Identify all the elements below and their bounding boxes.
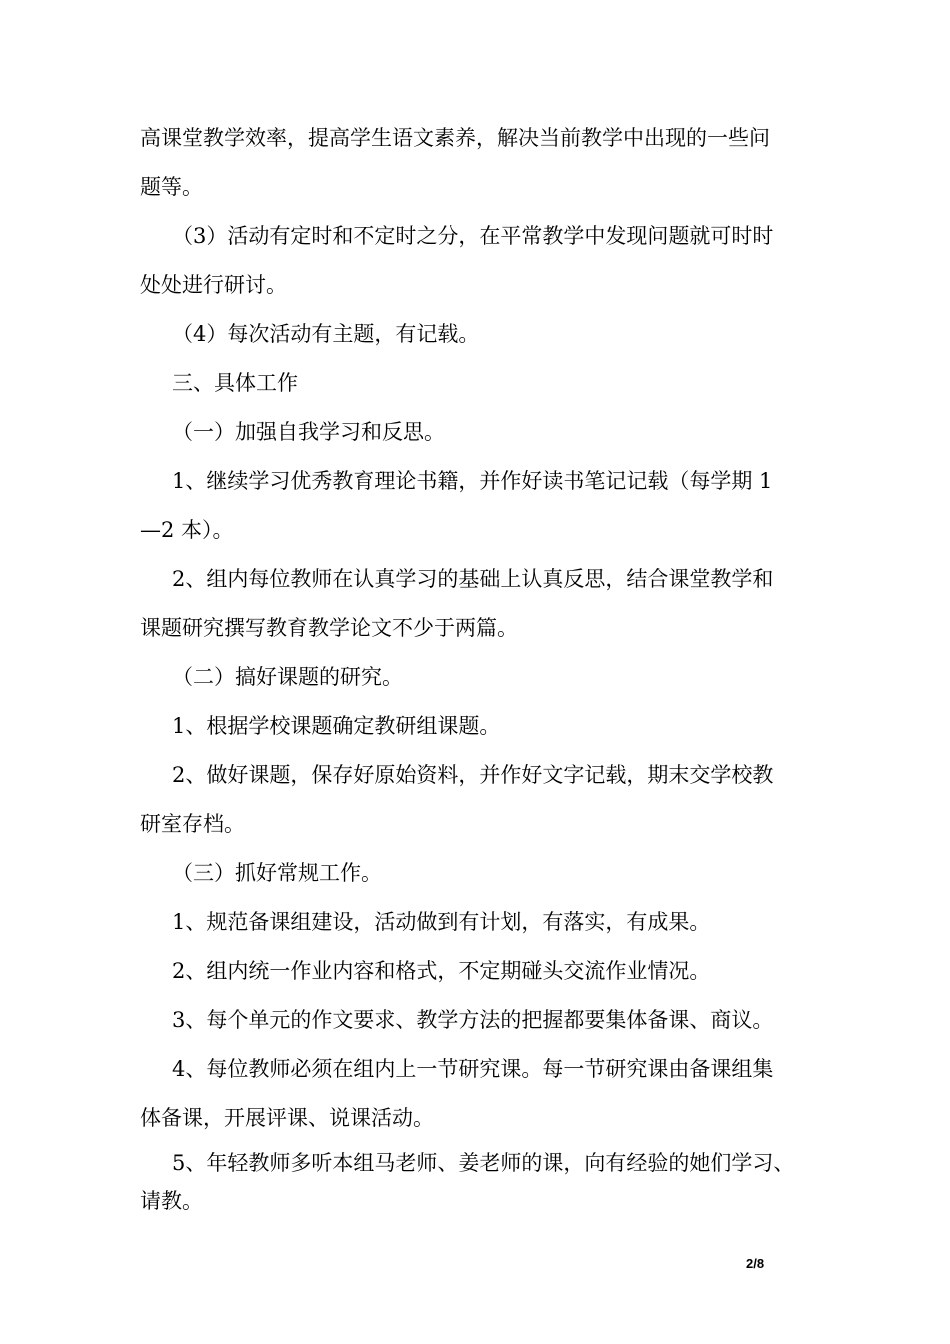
- text-line: 高课堂教学效率，提高学生语文素养，解决当前教学中出现的一些问: [140, 126, 770, 150]
- section-heading: 三、具体工作: [172, 371, 298, 395]
- text-line: 5、年轻教师多听本组马老师、姜老师的课，向有经验的她们学习、: [172, 1151, 795, 1175]
- text-line: 2、做好课题，保存好原始资料，并作好文字记载，期末交学校教: [172, 763, 774, 787]
- subsection-heading: （二）搞好课题的研究。: [172, 665, 403, 689]
- text-line: （4）每次活动有主题，有记载。: [172, 322, 480, 346]
- text-line: （3）活动有定时和不定时之分，在平常教学中发现问题就可时时: [172, 224, 774, 248]
- page-number: 2/8: [746, 1256, 765, 1271]
- text-line: 体备课，开展评课、说课活动。: [140, 1106, 434, 1130]
- document-body: [140, 114, 820, 1219]
- subsection-heading: （三）抓好常规工作。: [172, 861, 382, 885]
- text-line: 2、组内每位教师在认真学习的基础上认真反思，结合课堂教学和: [172, 567, 774, 591]
- text-line: 1、继续学习优秀教育理论书籍，并作好读书笔记记载（每学期 1: [172, 469, 773, 493]
- text-line: 请教。: [140, 1189, 203, 1213]
- subsection-heading: （一）加强自我学习和反思。: [172, 420, 445, 444]
- text-line: 题等。: [140, 175, 203, 199]
- text-line: 3、每个单元的作文要求、教学方法的把握都要集体备课、商议。: [172, 1008, 774, 1032]
- text-line: 处处进行研讨。: [140, 273, 287, 297]
- text-line: 1、规范备课组建设，活动做到有计划，有落实，有成果。: [172, 910, 711, 934]
- text-line: 研室存档。: [140, 812, 245, 836]
- text-line: 课题研究撰写教育教学论文不少于两篇。: [140, 616, 518, 640]
- text-line: —2 本）。: [140, 518, 234, 542]
- text-line: 4、每位教师必须在组内上一节研究课。每一节研究课由备课组集: [172, 1057, 774, 1081]
- text-line: 2、组内统一作业内容和格式，不定期碰头交流作业情况。: [172, 959, 711, 983]
- text-line: 1、根据学校课题确定教研组课题。: [172, 714, 501, 738]
